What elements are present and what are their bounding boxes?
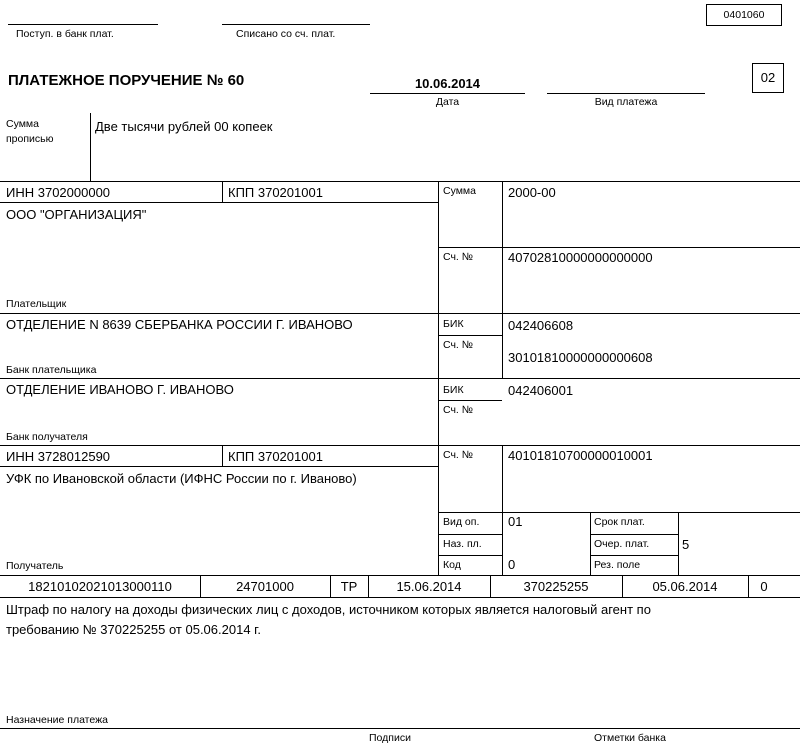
grid-line [502, 445, 503, 575]
grid-line [590, 512, 591, 575]
debited-label: Списано со сч. плат. [236, 28, 336, 40]
grid-line [438, 247, 800, 248]
amount-words-divider [90, 113, 91, 181]
payee-account-value: 40101810700000010001 [508, 448, 653, 463]
form-code: 0401060 [723, 9, 765, 21]
amount-words-label-2: прописью [6, 133, 54, 145]
tax-period: 15.06.2014 [396, 579, 462, 594]
signatures-label: Подписи [369, 732, 411, 744]
payee-bank-bik-value: 042406001 [508, 383, 574, 398]
grid-line [0, 202, 438, 203]
payer-account-value: 40702810000000000000 [508, 250, 653, 265]
grid-line [438, 555, 502, 556]
status-code-box [752, 63, 784, 93]
reserve-label: Рез. поле [594, 559, 641, 571]
queue-label: Очер. плат. [594, 538, 650, 550]
grid-line [222, 445, 223, 466]
date-value: 10.06.2014 [414, 76, 481, 91]
grid-line [438, 534, 502, 535]
grid-line [438, 335, 502, 336]
grid-line [0, 313, 800, 314]
payer-bank-account-label: Сч. № [443, 339, 474, 351]
date-label: Дата [435, 96, 460, 108]
amount-words-label-1: Сумма [6, 118, 39, 130]
grid-line [438, 181, 439, 575]
date-line [370, 93, 525, 94]
grid-line [590, 534, 678, 535]
payee-bank-account-label: Сч. № [443, 404, 474, 416]
code-label: Код [443, 559, 461, 571]
code-value: 0 [508, 557, 516, 572]
payee-bank-label: Банк получателя [6, 431, 88, 443]
bank-marks-label: Отметки банка [594, 732, 666, 744]
tax-type: 0 [760, 579, 768, 594]
term-label: Срок плат. [594, 516, 645, 528]
payee-account-label: Сч. № [443, 449, 474, 461]
payee-label: Получатель [6, 560, 64, 572]
purpose-label: Назначение платежа [6, 714, 108, 726]
grid-line [0, 575, 800, 576]
payee-bank-name: ОТДЕЛЕНИЕ ИВАНОВО Г. ИВАНОВО [6, 382, 234, 397]
purpose-code-label: Наз. пл. [443, 538, 482, 550]
op-type-value: 01 [508, 514, 523, 529]
payer-bank-name: ОТДЕЛЕНИЕ N 8639 СБЕРБАНКА РОССИИ Г. ИВАНОВО [6, 317, 353, 332]
grid-line [0, 466, 438, 467]
status-code: 02 [760, 70, 776, 85]
debited-line [222, 24, 370, 25]
payee-kpp: КПП 370201001 [228, 449, 323, 464]
tax-doc-number: 370225255 [523, 579, 589, 594]
amount-words-value: Две тысячи рублей 00 копеек [95, 119, 273, 134]
payer-account-label: Сч. № [443, 251, 474, 263]
grid-line [678, 512, 679, 575]
op-type-label: Вид оп. [443, 516, 480, 528]
purpose-line-2: требованию № 370225255 от 05.06.2014 г. [6, 622, 261, 637]
payee-name: УФК по Ивановской области (ИФНС России по г. Иваново) [6, 471, 357, 486]
sum-value: 2000-00 [508, 185, 556, 200]
payer-inn: ИНН 3702000000 [6, 185, 111, 200]
document-title: ПЛАТЕЖНОЕ ПОРУЧЕНИЕ № 60 [8, 72, 245, 89]
payer-label: Плательщик [6, 298, 67, 310]
sum-label: Сумма [443, 185, 476, 197]
payer-kpp: КПП 370201001 [228, 185, 323, 200]
grid-line [0, 378, 800, 379]
received-line [8, 24, 158, 25]
received-label: Поступ. в банк плат. [16, 28, 114, 40]
grid-line [0, 728, 800, 729]
payee-bank-bik-label: БИК [443, 384, 464, 396]
payee-inn: ИНН 3728012590 [6, 449, 111, 464]
payment-type-label: Вид платежа [594, 96, 658, 108]
tax-kbk: 18210102021013000110 [28, 579, 172, 594]
queue-value: 5 [682, 537, 690, 552]
payer-bank-account-value: 30101810000000000608 [508, 350, 653, 365]
tax-basis: ТР [340, 579, 358, 594]
purpose-line-1: Штраф по налогу на доходы физических лиц с доходов, источником которых является налоговый агент по [6, 602, 651, 617]
form-code-box [706, 4, 782, 26]
grid-line [222, 181, 223, 202]
payer-bank-label: Банк плательщика [6, 364, 97, 376]
grid-line [0, 181, 800, 182]
payer-name: ООО "ОРГАНИЗАЦИЯ" [6, 207, 147, 222]
grid-line [438, 512, 800, 513]
tax-oktmo: 24701000 [236, 579, 294, 594]
grid-line [590, 555, 678, 556]
grid-line [0, 445, 800, 446]
tax-doc-date: 05.06.2014 [652, 579, 718, 594]
grid-line [0, 597, 800, 598]
payment-type-line [547, 93, 705, 94]
payer-bank-bik-value: 042406608 [508, 318, 574, 333]
payer-bank-bik-label: БИК [443, 318, 464, 330]
grid-line [438, 400, 502, 401]
grid-line [502, 181, 503, 378]
